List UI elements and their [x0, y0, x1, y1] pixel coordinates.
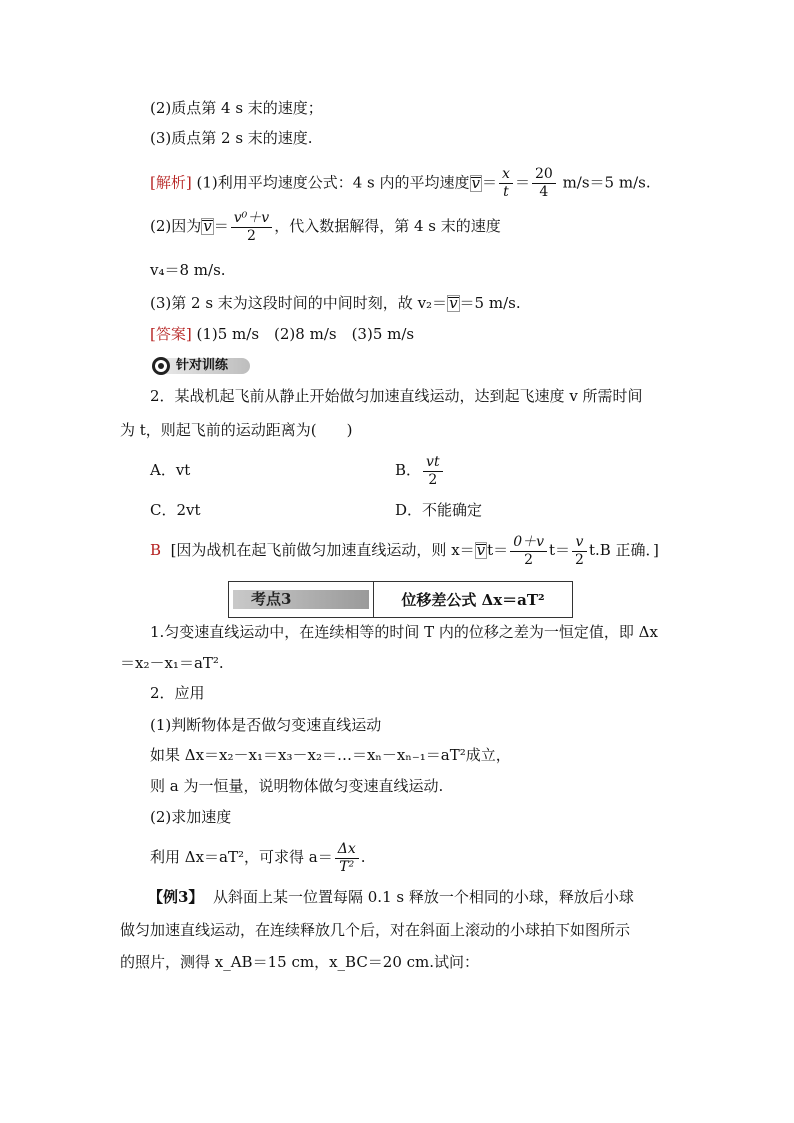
body-line-3: 2．应用 — [150, 684, 205, 702]
example-3-line-2: 做匀加速直线运动，在连续释放几个后，对在斜面上滚动的小球拍下如图所示 — [120, 921, 631, 939]
answer-line — [150, 324, 414, 344]
body-line-7: (2)求加速度 — [150, 808, 232, 826]
question-part-3: (3)质点第 2 s 末的速度. — [150, 129, 313, 147]
body-line-4: (1)判断物体是否做匀变速直线运动 — [150, 716, 382, 734]
fraction-v0-plus-v-over-2: $\frac{\text{v⁰＋v}}{2}$ — [231, 210, 272, 245]
fraction-dx-over-t2: $\frac{\Delta x}{\text{T²}}$ — [335, 841, 359, 876]
option-b: B． $\frac{vt}{2}$ — [395, 450, 445, 490]
target-icon — [152, 357, 170, 375]
fraction-v-over-2: $\frac{v}{2}$ — [572, 534, 587, 569]
topic-title: 位移差公式 Δx＝aT² — [401, 591, 545, 609]
answer-tag: [答案] — [150, 325, 192, 343]
topic-tab-cell — [229, 582, 374, 617]
example-3-line-3: 的照片，测得 x_AB＝15 cm，x_BC＝20 cm.试问： — [120, 953, 480, 971]
fraction-x-over-t: $\frac{x}{t}$ — [499, 166, 513, 201]
option-c: C．2vt — [150, 501, 201, 519]
fraction-vt-over-2: $\frac{vt}{2}$ — [423, 454, 443, 489]
analysis-result-1: m/s＝5 m/s. — [562, 173, 651, 192]
practice-badge — [152, 356, 250, 375]
body-line-8: 利用 Δx＝aT²，可求得 a＝ $\frac{\Delta x}{\text{T²}}$ . — [150, 840, 366, 875]
average-velocity-symbol: v — [203, 217, 212, 235]
analysis-tag: [解析] — [150, 173, 192, 192]
practice-badge-label: 针对训练 — [166, 358, 250, 374]
option-a: A．vt — [150, 461, 191, 479]
body-line-2: ＝x₂－x₁＝aT². — [120, 654, 224, 672]
example-3-line-1: 【例3】 从斜面上某一位置每隔 0.1 s 释放一个相同的小球，释放后小球 — [148, 888, 634, 906]
analysis-line-4: (3)第 2 s 末为这段时间的中间时刻，故 v₂＝ v ＝5 m/s. — [150, 294, 521, 312]
analysis-text-1: (1)利用平均速度公式：4 s 内的平均速度 — [196, 173, 470, 192]
topic-tab-label: 考点3 — [251, 590, 292, 608]
fraction-0-plus-v-over-2: $\frac{0+v}{2}$ — [510, 534, 547, 569]
body-line-1: 1.匀变速直线运动中，在连续相等的时间 T 内的位移之差为一恒定值，即 Δx — [150, 623, 658, 641]
q2-answer-letter: B — [150, 541, 162, 559]
analysis-line-3: v₄＝8 m/s. — [150, 261, 226, 279]
average-velocity-symbol: v — [471, 173, 481, 192]
body-line-5: 如果 Δx＝x₂－x₁＝x₃－x₂＝…＝xₙ－xₙ₋₁＝aT²成立， — [150, 746, 511, 764]
average-velocity-symbol: v — [476, 541, 486, 559]
answer-text: (1)5 m/s (2)8 m/s (3)5 m/s — [196, 325, 415, 343]
q2-line-1: 2．某战机起飞前从静止开始做匀加速直线运动，达到起飞速度 v 所需时间 — [150, 387, 643, 405]
question-part-2: (2)质点第 4 s 末的速度； — [150, 99, 323, 117]
analysis-line-2: (2)因为 v ＝ $\frac{\text{v⁰＋v}}{2}$ ，代入数据解得，第 4 s 末的速度 — [150, 209, 501, 244]
example-3-tag: 【例3】 — [148, 888, 204, 906]
option-d: D．不能确定 — [395, 501, 483, 519]
fraction-20-over-4: $\frac{20}{4}$ — [532, 166, 556, 201]
average-velocity-symbol: v — [449, 294, 458, 312]
body-line-6: 则 a 为一恒量，说明物体做匀变速直线运动. — [150, 777, 444, 795]
q2-line-2: 为 t，则起飞前的运动距离为( ) — [120, 421, 353, 439]
q2-answer-line: B [因为战机在起飞前做匀加速直线运动，则 x＝ v t＝ $\frac{0+v}{2}$ t＝ $\frac{v}{2}$ t.B 正确．] — [150, 533, 659, 568]
analysis-line-1: [解析] (1)利用平均速度公式：4 s 内的平均速度 v ＝ $\frac{x}{t}$ ＝ $\frac{20}{4}$ m/s＝5 m/s. — [150, 166, 651, 200]
topic-header-box — [228, 581, 573, 618]
